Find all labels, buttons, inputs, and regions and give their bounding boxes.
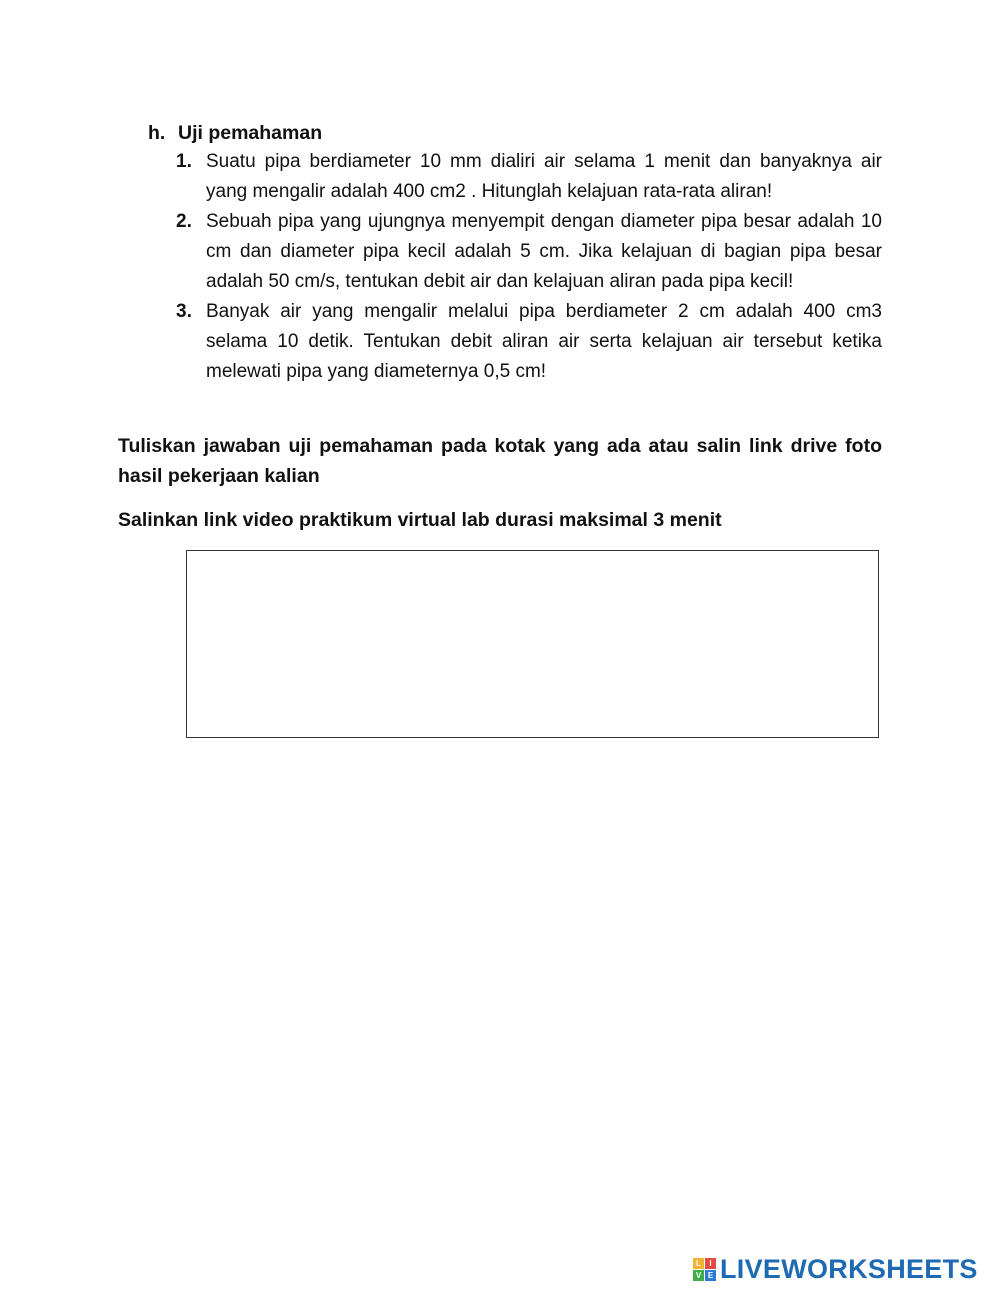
brand-name: LIVEWORKSHEETS bbox=[720, 1254, 978, 1284]
question-number: 2. bbox=[176, 211, 192, 232]
logo-tile-v: V bbox=[693, 1270, 704, 1281]
question-text: Banyak air yang mengalir melalui pipa berdiameter 2 cm adalah 400 cm3 selama 10 detik. Tentukan debit aliran air serta kelajuan air tersebut ketika melewati pipa yang diameternya 0,5 cm! bbox=[206, 301, 882, 382]
answer-instruction: Tuliskan jawaban uji pemahaman pada kotak yang ada atau salin link drive foto hasil pekerjaan kalian bbox=[118, 435, 882, 487]
video-instruction: Salinkan link video praktikum virtual lab durasi maksimal 3 menit bbox=[118, 509, 722, 531]
liveworksheets-logo bbox=[693, 1254, 978, 1285]
section-letter: h. bbox=[148, 122, 166, 144]
question-text: Sebuah pipa yang ujungnya menyempit dengan diameter pipa besar adalah 10 cm dan diameter pipa kecil adalah 5 cm. Jika kelajuan di bagian pipa besar adalah 50 cm/s, tentukan debit air dan kelajuan aliran pada pipa kecil! bbox=[206, 211, 882, 292]
question-number: 3. bbox=[176, 301, 192, 322]
logo-tile-i: I bbox=[705, 1258, 716, 1269]
logo-tile-e: E bbox=[705, 1270, 716, 1281]
question-item bbox=[176, 147, 882, 207]
liveworksheets-icon bbox=[693, 1258, 716, 1281]
question-item bbox=[176, 207, 882, 297]
logo-tile-l: L bbox=[693, 1258, 704, 1269]
question-text: Suatu pipa berdiameter 10 mm dialiri air selama 1 menit dan banyaknya air yang mengalir adalah 400 cm2 . Hitunglah kelajuan rata-rata aliran! bbox=[206, 151, 882, 202]
question-item bbox=[176, 297, 882, 387]
question-number: 1. bbox=[176, 151, 192, 172]
question-list bbox=[176, 147, 882, 387]
answer-input[interactable] bbox=[187, 551, 878, 737]
section-title: Uji pemahaman bbox=[178, 122, 323, 144]
section-heading bbox=[148, 120, 322, 146]
answer-box[interactable] bbox=[186, 550, 879, 738]
